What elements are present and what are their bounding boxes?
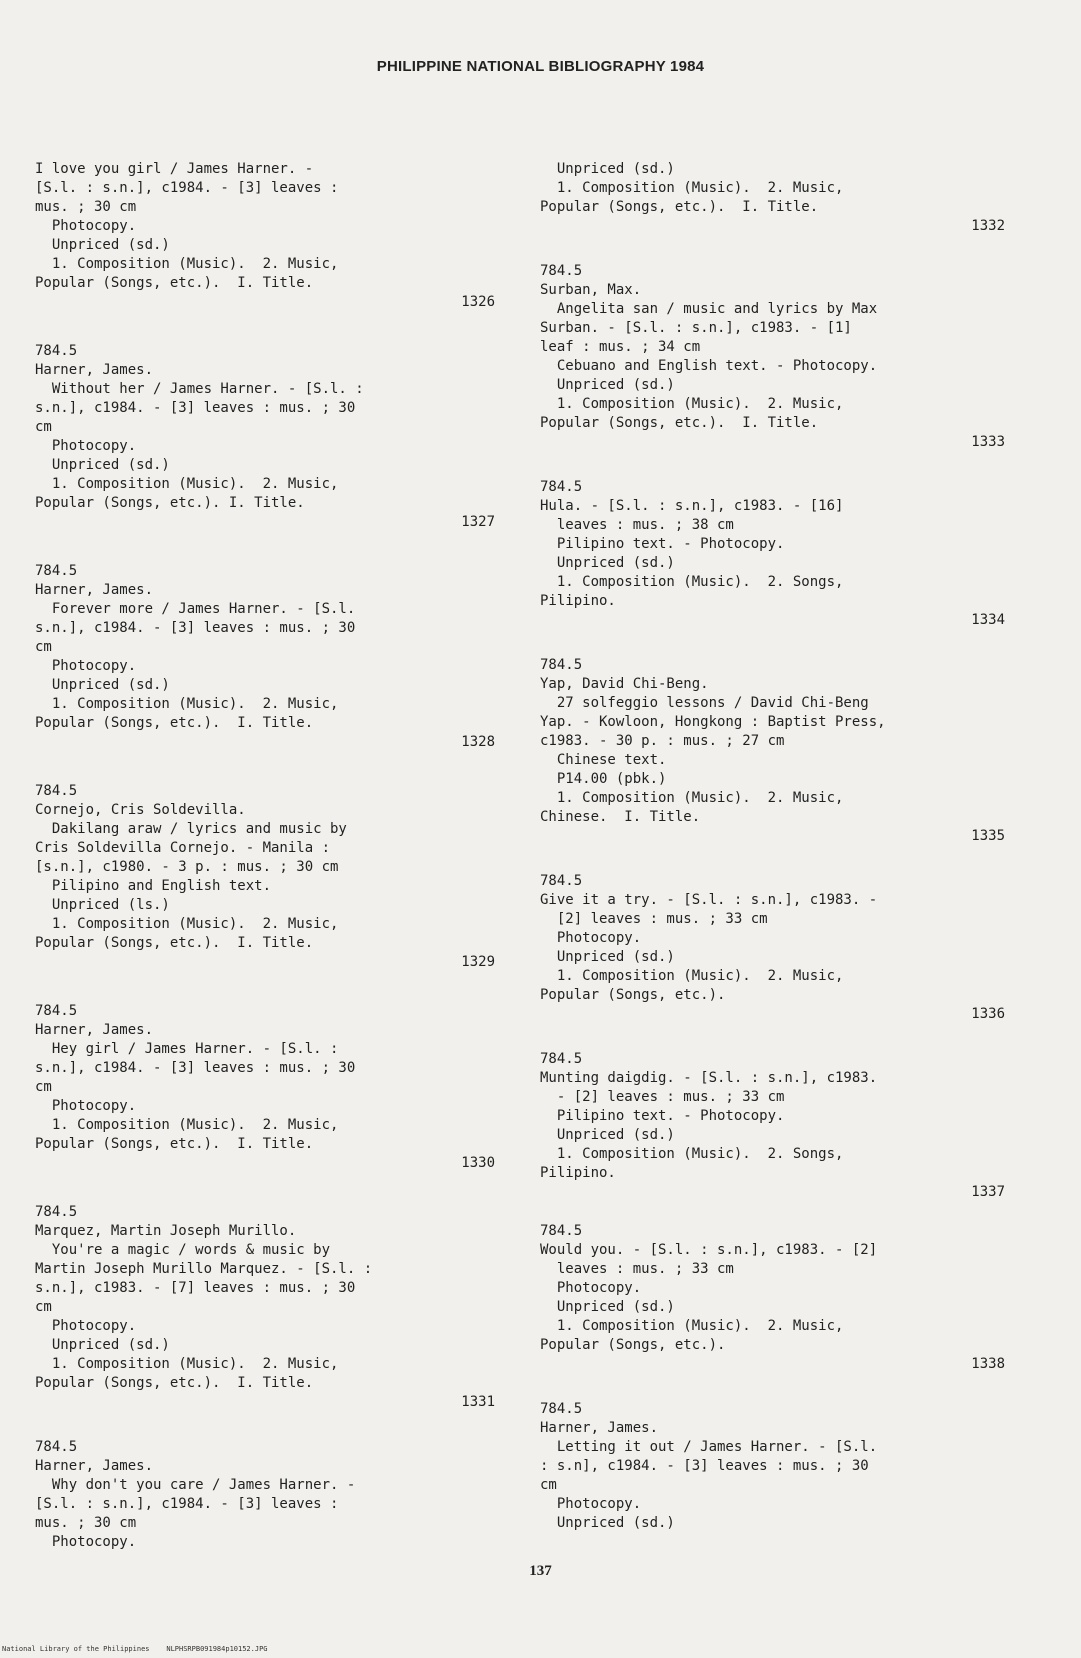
entry-line: Letting it out / James Harner. - [S.l. (540, 1439, 878, 1455)
entry-line: Chinese text. (540, 752, 667, 768)
entry-line: leaves : mus. ; 33 cm (540, 1261, 734, 1277)
entry-line: Unpriced (ls.) (35, 897, 170, 913)
entry-line: Photocopy. (35, 218, 137, 234)
entry-line: P14.00 (pbk.) (540, 771, 667, 787)
entry-line: Unpriced (sd.) (540, 1515, 675, 1531)
footer-credit: National Library of the Philippines NLPHSRPB091984p10152.JPG (2, 1645, 268, 1653)
entry-line: Unpriced (sd.) (540, 949, 675, 965)
entry-line: 1. Composition (Music). 2. Music, (35, 696, 339, 712)
entry-line: 784.5 (540, 479, 583, 495)
entry-line: Martin Joseph Murillo Marquez. - [S.l. : (35, 1261, 373, 1277)
entry-line: cm (35, 1299, 52, 1315)
entry-number: 1326 (461, 294, 495, 310)
entry-line: 1. Composition (Music). 2. Songs, (540, 1146, 844, 1162)
entry-number: 1330 (461, 1155, 495, 1171)
entry-line: Harner, James. (35, 1022, 154, 1038)
entry-number: 1338 (971, 1356, 1005, 1372)
bibliography-entry (35, 1203, 495, 1412)
entry-line: Pilipino and English text. (35, 878, 272, 894)
entry-line: cm (540, 1477, 557, 1493)
entry-line: Photocopy. (540, 930, 642, 946)
entry-line: Cris Soldevilla Cornejo. - Manila : (35, 840, 331, 856)
entry-line: cm (35, 639, 52, 655)
entry-number: 1334 (971, 612, 1005, 628)
entry-line: 1. Composition (Music). 2. Music, (540, 790, 844, 806)
entry-line: Popular (Songs, etc.). (540, 1337, 726, 1353)
entry-line: 1. Composition (Music). 2. Music, (35, 1117, 339, 1133)
bibliography-entry (35, 342, 495, 532)
entry-line: leaves : mus. ; 38 cm (540, 517, 734, 533)
entry-line: 1. Composition (Music). 2. Songs, (540, 574, 844, 590)
entry-line: 784.5 (35, 783, 78, 799)
entry-line: Harner, James. (35, 582, 154, 598)
entry-line: Popular (Songs, etc.). I. Title. (540, 415, 819, 431)
entry-line: Hey girl / James Harner. - [S.l. : (35, 1041, 339, 1057)
entry-line: s.n.], c1984. - [3] leaves : mus. ; 30 (35, 1060, 356, 1076)
entry-line: Without her / James Harner. - [S.l. : (35, 381, 364, 397)
bibliography-entry (540, 1050, 1005, 1202)
entry-line: - [2] leaves : mus. ; 33 cm (540, 1089, 785, 1105)
entry-line: Marquez, Martin Joseph Murillo. (35, 1223, 297, 1239)
entry-line: s.n.], c1984. - [3] leaves : mus. ; 30 (35, 400, 356, 416)
entry-line: Dakilang araw / lyrics and music by (35, 821, 347, 837)
entry-line: s.n.], c1983. - [7] leaves : mus. ; 30 (35, 1280, 356, 1296)
entry-line: [S.l. : s.n.], c1984. - [3] leaves : (35, 180, 339, 196)
entry-line: 784.5 (540, 657, 583, 673)
right-column (540, 160, 1005, 1533)
entry-number: 1328 (461, 734, 495, 750)
entry-line: Chinese. I. Title. (540, 809, 701, 825)
entry-line: You're a magic / words & music by (35, 1242, 331, 1258)
entry-line: Photocopy. (540, 1496, 642, 1512)
entry-line: Unpriced (sd.) (35, 677, 170, 693)
bibliography-entry (540, 160, 1005, 236)
entry-line: 784.5 (540, 1401, 583, 1417)
entry-line: Pilipino text. - Photocopy. (540, 536, 785, 552)
entry-line: 1. Composition (Music). 2. Music, (35, 256, 339, 272)
entry-line: Surban. - [S.l. : s.n.], c1983. - [1] (540, 320, 852, 336)
entry-line: Harner, James. (35, 1458, 154, 1474)
entry-line: Popular (Songs, etc.). I. Title. (35, 935, 314, 951)
entry-line: Popular (Songs, etc.). I. Title. (35, 275, 314, 291)
entry-line: Hula. - [S.l. : s.n.], c1983. - [16] (540, 498, 844, 514)
entry-line: 784.5 (35, 563, 78, 579)
entry-line: Popular (Songs, etc.). I. Title. (35, 715, 314, 731)
entry-line: [2] leaves : mus. ; 33 cm (540, 911, 768, 927)
entry-line: cm (35, 419, 52, 435)
entry-line: Yap, David Chi-Beng. (540, 676, 709, 692)
entry-line: Unpriced (sd.) (35, 237, 170, 253)
entry-line: Pilipino text. - Photocopy. (540, 1108, 785, 1124)
entry-line: Angelita san / music and lyrics by Max (540, 301, 878, 317)
entry-line: 1. Composition (Music). 2. Music, (540, 180, 844, 196)
entry-number: 1335 (971, 828, 1005, 844)
entry-number: 1336 (971, 1006, 1005, 1022)
entry-line: Unpriced (sd.) (35, 457, 170, 473)
entry-line: I love you girl / James Harner. - (35, 161, 314, 177)
entry-line: s.n.], c1984. - [3] leaves : mus. ; 30 (35, 620, 356, 636)
bibliography-entry (540, 872, 1005, 1024)
bibliography-entry (540, 478, 1005, 630)
entry-line: mus. ; 30 cm (35, 199, 137, 215)
entry-line: Photocopy. (35, 438, 137, 454)
bibliography-entry (540, 656, 1005, 846)
entry-line: 784.5 (540, 1223, 583, 1239)
entry-line: [s.n.], c1980. - 3 p. : mus. ; 30 cm (35, 859, 339, 875)
entry-line: 1. Composition (Music). 2. Music, (35, 916, 339, 932)
entry-line: 1. Composition (Music). 2. Music, (540, 1318, 844, 1334)
entry-line: Photocopy. (540, 1280, 642, 1296)
entry-line: Unpriced (sd.) (540, 555, 675, 571)
entry-line: Yap. - Kowloon, Hongkong : Baptist Press, (540, 714, 886, 730)
entry-line: Unpriced (sd.) (540, 377, 675, 393)
entry-line: Cebuano and English text. - Photocopy. (540, 358, 878, 374)
entry-line: 784.5 (540, 873, 583, 889)
entry-line: 1. Composition (Music). 2. Music, (540, 968, 844, 984)
entry-line: Unpriced (sd.) (35, 1337, 170, 1353)
entry-line: 1. Composition (Music). 2. Music, (35, 1356, 339, 1372)
entry-line: Why don't you care / James Harner. - (35, 1477, 356, 1493)
entry-line: Give it a try. - [S.l. : s.n.], c1983. - (540, 892, 878, 908)
page-header: PHILIPPINE NATIONAL BIBLIOGRAPHY 1984 (376, 58, 705, 75)
entry-line: Photocopy. (35, 1318, 137, 1334)
entry-number: 1333 (971, 434, 1005, 450)
entry-line: Photocopy. (35, 1098, 137, 1114)
entry-line: Photocopy. (35, 1534, 137, 1550)
entry-line: Popular (Songs, etc.). I. Title. (35, 1136, 314, 1152)
bibliography-entry (540, 1222, 1005, 1374)
left-column (35, 160, 495, 1552)
entry-number: 1332 (971, 218, 1005, 234)
entry-line: 784.5 (35, 343, 78, 359)
entry-line: 784.5 (35, 1204, 78, 1220)
bibliography-entry (540, 262, 1005, 452)
bibliography-entry (35, 1002, 495, 1173)
entry-number: 1329 (461, 954, 495, 970)
entry-line: [S.l. : s.n.], c1984. - [3] leaves : (35, 1496, 339, 1512)
entry-number: 1337 (971, 1184, 1005, 1200)
page-number: 137 (529, 1563, 552, 1579)
entry-line: Popular (Songs, etc.). I. Title. (35, 495, 305, 511)
bibliography-entry (540, 1400, 1005, 1533)
entry-number: 1327 (461, 514, 495, 530)
entry-line: Unpriced (sd.) (540, 161, 675, 177)
bibliography-entry (35, 160, 495, 312)
entry-line: leaf : mus. ; 34 cm (540, 339, 701, 355)
entry-line: cm (35, 1079, 52, 1095)
entry-line: 784.5 (540, 1051, 583, 1067)
entry-line: Harner, James. (35, 362, 154, 378)
entry-line: Harner, James. (540, 1420, 659, 1436)
entry-line: Popular (Songs, etc.). (540, 987, 726, 1003)
entry-line: : s.n], c1984. - [3] leaves : mus. ; 30 (540, 1458, 869, 1474)
entry-line: Cornejo, Cris Soldevilla. (35, 802, 246, 818)
entry-line: Unpriced (sd.) (540, 1299, 675, 1315)
entry-line: Unpriced (sd.) (540, 1127, 675, 1143)
bibliography-entry (35, 562, 495, 752)
entry-line: 784.5 (540, 263, 583, 279)
entry-line: Munting daigdig. - [S.l. : s.n.], c1983. (540, 1070, 878, 1086)
bibliography-entry (35, 1438, 495, 1552)
entry-line: Photocopy. (35, 658, 137, 674)
entry-line: Would you. - [S.l. : s.n.], c1983. - [2] (540, 1242, 878, 1258)
entry-line: Surban, Max. (540, 282, 642, 298)
entry-line: Pilipino. (540, 1165, 616, 1181)
entry-line: Pilipino. (540, 593, 616, 609)
entry-number: 1331 (461, 1394, 495, 1410)
entry-line: Forever more / James Harner. - [S.l. (35, 601, 356, 617)
entry-line: 1. Composition (Music). 2. Music, (540, 396, 844, 412)
entry-line: c1983. - 30 p. : mus. ; 27 cm (540, 733, 785, 749)
entry-line: 784.5 (35, 1003, 78, 1019)
entry-line: 784.5 (35, 1439, 78, 1455)
bibliography-entry (35, 782, 495, 972)
entry-line: 27 solfeggio lessons / David Chi-Beng (540, 695, 869, 711)
entry-line: Popular (Songs, etc.). I. Title. (540, 199, 819, 215)
entry-line: 1. Composition (Music). 2. Music, (35, 476, 339, 492)
entry-line: Popular (Songs, etc.). I. Title. (35, 1375, 314, 1391)
entry-line: mus. ; 30 cm (35, 1515, 137, 1531)
